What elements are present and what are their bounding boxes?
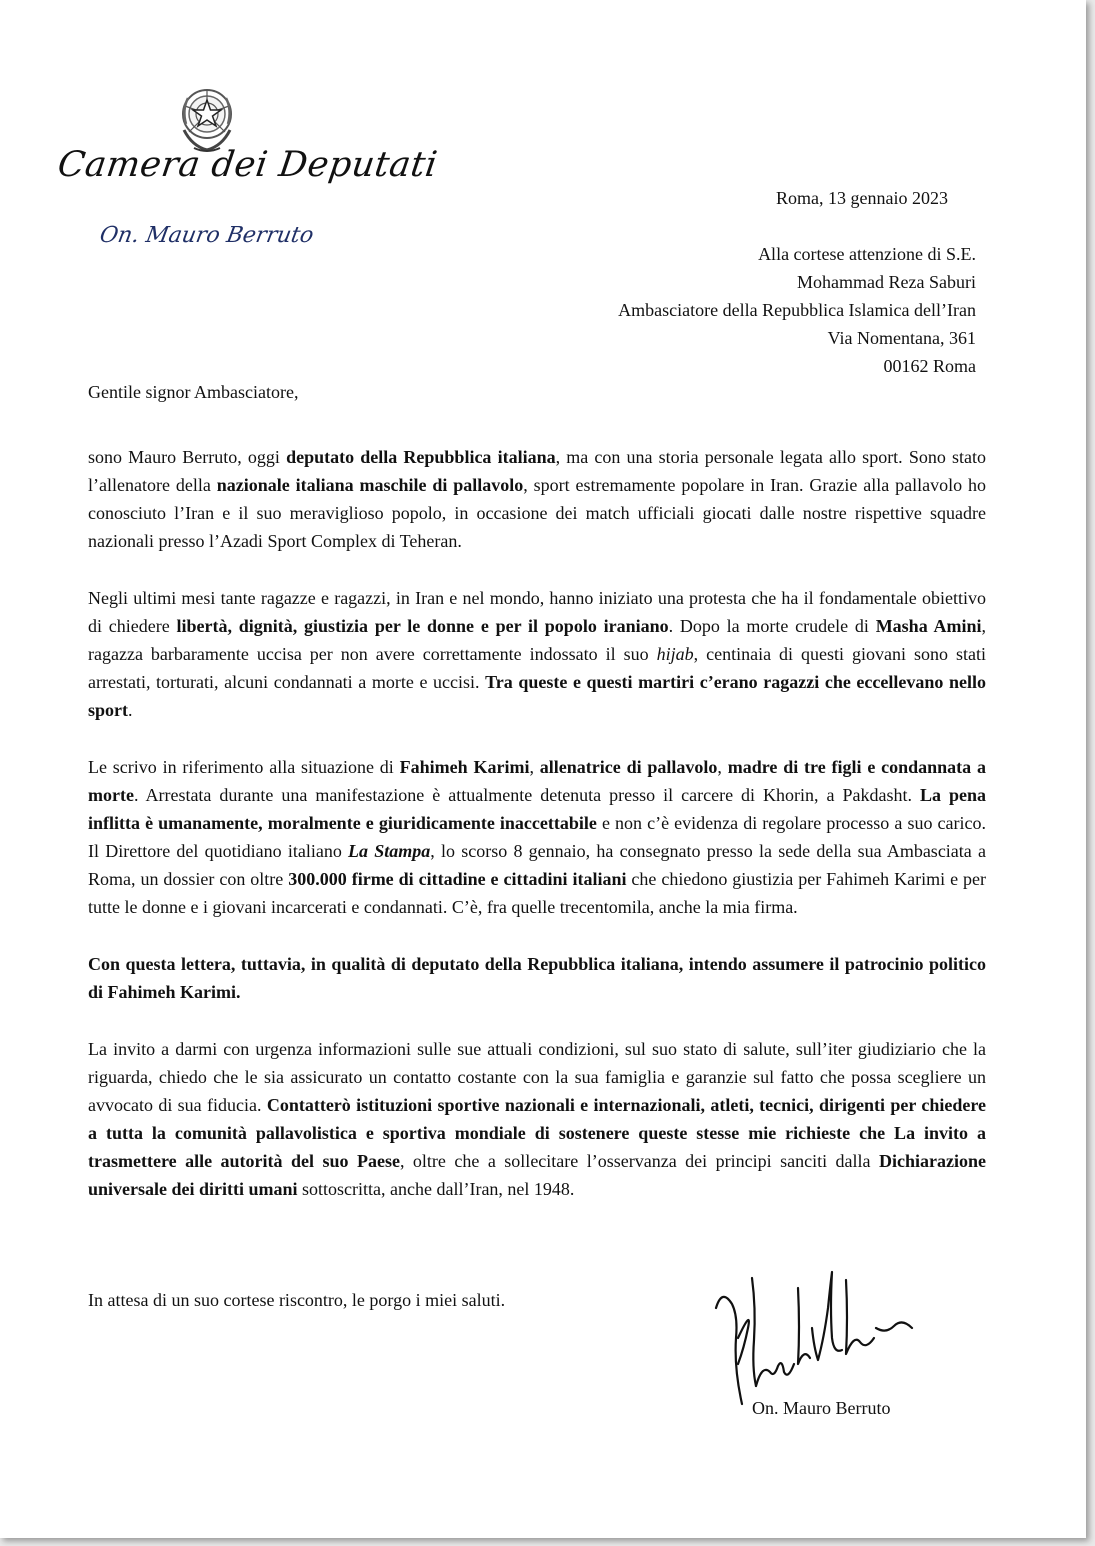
paragraph-4	[88, 950, 986, 1006]
recipient-attention: Alla cortese attenzione di S.E.	[758, 244, 976, 264]
bold-run: allenatrice di pallavolo	[539, 757, 718, 777]
recipient-city: 00162 Roma	[883, 356, 976, 376]
text-run: , ma con una storia personale legata allo sport. Sono stato l’allenatore della	[88, 447, 986, 495]
text-run: La invito a darmi con urgenza informazioni sulle sue attuali condizioni, sul suo stato di salute, sull’iter giudiziario che la riguarda, chiedo che le sia assicurato un contatto costante con la sua famiglia e garanzie sul fatto che possa scegliere un avvocato di sua fiducia.	[88, 1039, 986, 1115]
bold-run: Dichiarazione universale dei diritti umani	[88, 1151, 987, 1199]
bold-run: deputato della Repubblica italiana	[286, 447, 556, 467]
letter-body	[88, 443, 986, 1232]
text-run: . Arrestata durante una manifestazione è attualmente detenuta presso il carcere di Khorin, a Pakdasht.	[133, 785, 920, 805]
bold-run: La pena inflitta è umanamente, moralmente e giuridicamente inaccettabile	[88, 785, 986, 833]
text-run: sono Mauro Berruto, oggi	[88, 447, 287, 467]
paragraph-5	[88, 1035, 986, 1203]
text-run: , lo scorso 8 gennaio, ha consegnato presso la sede della sua Ambasciata a Roma, un dossier con oltre	[88, 841, 986, 889]
bold-run: madre di tre figli e condannata a morte	[88, 757, 986, 805]
italic-run: hijab	[656, 644, 694, 664]
recipient-street: Via Nomentana, 361	[827, 328, 976, 348]
text-run: .	[128, 700, 133, 720]
letterhead-member-name: On. Mauro Berruto	[97, 223, 316, 248]
text-run: , oltre che a sollecitare l’osservanza dei principi sanciti dalla	[399, 1151, 880, 1171]
recipient-block	[618, 240, 976, 380]
paragraph-1	[88, 443, 986, 555]
italian-republic-emblem-icon	[176, 80, 238, 154]
text-run: ,	[529, 757, 540, 777]
recipient-name: Mohammad Reza Saburi	[797, 272, 976, 292]
bold-run: libertà, dignità, giustizia per le donne e per il popolo iraniano	[176, 616, 669, 636]
bold-run: nazionale italiana maschile di pallavolo	[216, 475, 524, 495]
recipient-title: Ambasciatore della Repubblica Islamica dell’Iran	[618, 300, 976, 320]
text-run: Negli ultimi mesi tante ragazze e ragazzi, in Iran e nel mondo, hanno iniziato una protesta che ha il fondamentale obiettivo di chiedere	[88, 588, 986, 636]
paragraph-2	[88, 584, 986, 724]
text-run: che chiedono giustizia per Fahimeh Karimi e per tutte le donne e i giovani incarcerati e condannati. C’è, fra quelle trecentomila, anche la mia firma.	[88, 869, 986, 917]
bold-run: Contatterò istituzioni sportive nazionali e internazionali, atleti, tecnici, dirigenti per chiedere a tutta la comunità pallavolistica e sportiva mondiale di sostenere queste stesse mie richieste che La invito a trasmettere alle autorità del suo Paese	[88, 1095, 986, 1171]
bold-run: Fahimeh Karimi	[399, 757, 530, 777]
institution-name: Camera dei Deputati	[55, 145, 440, 185]
text-run: . Dopo la morte crudele di	[668, 616, 876, 636]
closing-line: In attesa di un suo cortese riscontro, le porgo i miei saluti.	[88, 1290, 506, 1310]
text-run: ,	[717, 757, 728, 777]
text-run: , sport estremamente popolare in Iran. Grazie alla pallavolo ho conosciuto l’Iran e il suo meraviglioso popolo, in occasione dei match ufficiali giocati dalle nostre rispettive squadre nazionali presso l’Azadi Sport Complex di Teheran.	[88, 475, 986, 551]
bold-run: 300.000 firme di cittadine e cittadini italiani	[288, 869, 627, 889]
text-run: , ragazza barbaramente uccisa per non avere correttamente indossato il suo	[88, 616, 986, 664]
bold-run: Masha Amini	[875, 616, 982, 636]
text-run: , centinaia di questi giovani sono stati arrestati, torturati, alcuni condannati a morte e uccisi.	[88, 644, 986, 692]
text-run: e non c’è evidenza di regolare processo a suo carico. Il Direttore del quotidiano italiano	[88, 813, 986, 861]
handwritten-signature-icon	[708, 1268, 918, 1408]
bold-italic-run: La Stampa	[348, 841, 431, 861]
text-run: Le scrivo in riferimento alla situazione di	[88, 757, 400, 777]
bold-run: Tra queste e questi martiri c’erano ragazzi che eccellevano nello sport	[88, 672, 986, 720]
paragraph-3	[88, 753, 986, 921]
bold-run: Con questa lettera, tuttavia, in qualità di deputato della Repubblica italiana, intendo assumere il patrocinio politico di Fahimeh Karimi.	[88, 954, 986, 1002]
signer-name: On. Mauro Berruto	[752, 1398, 891, 1418]
letter-date: Roma, 13 gennaio 2023	[776, 188, 948, 208]
salutation: Gentile signor Ambasciatore,	[88, 382, 299, 402]
text-run: sottoscritta, anche dall’Iran, nel 1948.	[297, 1179, 575, 1199]
